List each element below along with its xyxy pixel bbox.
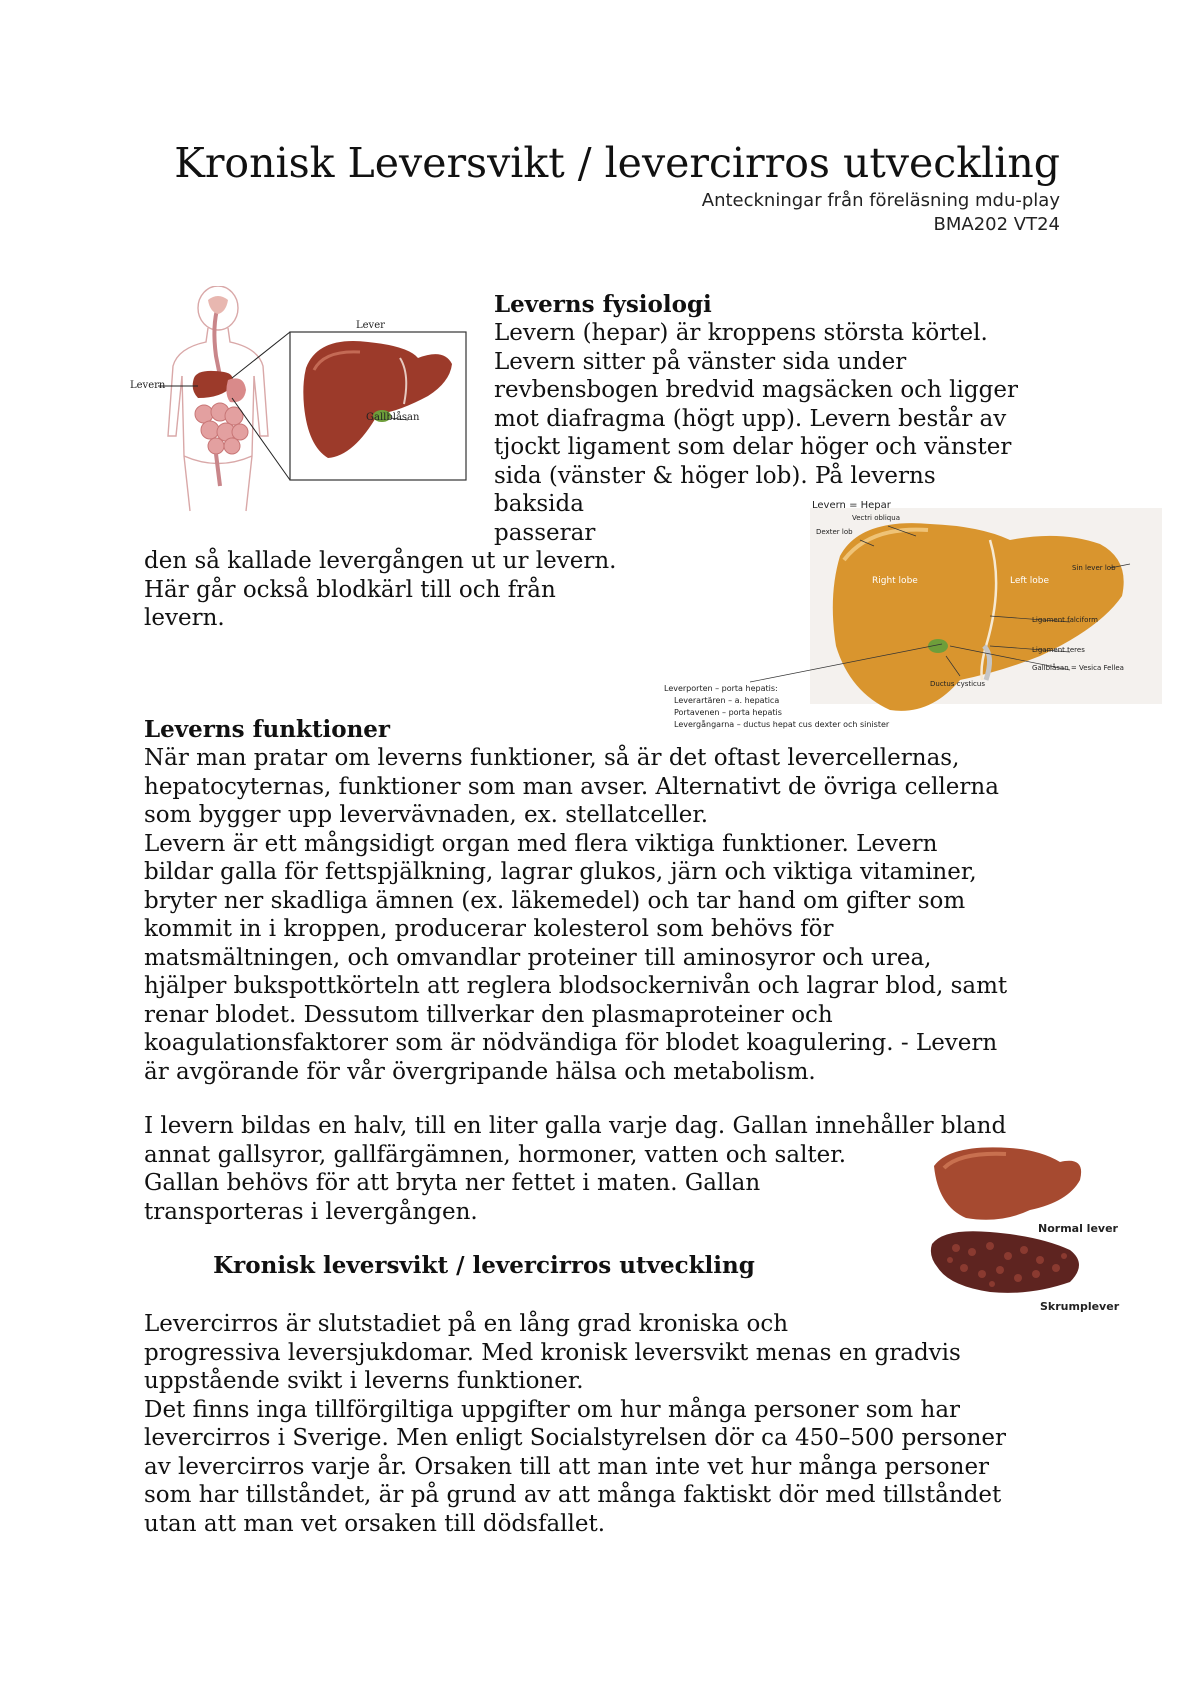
liver-anatomy-figure [660, 496, 1164, 742]
galla-line: transporteras i levergången. [144, 1198, 478, 1225]
fysiologi-line: tjockt ligament som delar höger och vänster [494, 434, 1012, 460]
fysiologi-line: baksida [494, 491, 584, 517]
anatomy-label: Sin lever lob [1072, 564, 1116, 572]
cirros-line: utan att man vet orsaken till dödsfallet. [144, 1510, 606, 1537]
galla-line: annat gallsyror, gallfärgämnen, hormoner, vatten och salter. [144, 1141, 847, 1168]
heading-fysiologi: Leverns fysiologi [494, 291, 712, 318]
funktioner-line: hjälper bukspottkörteln att reglera blodsockernivån och lagrar blod, samt [144, 973, 1008, 999]
fysiologi-line: mot diafragma (högt upp). Levern består av [494, 405, 1007, 432]
document-subtitle-notes: Anteckningar från föreläsning mdu-play [701, 190, 1060, 211]
label-normal-lever: Normal lever [1038, 1222, 1118, 1235]
cirros-line: som har tillståndet, är på grund av att många faktiskt dör med tillståndet [144, 1482, 1002, 1508]
anatomy-label: Ductus cysticus [930, 680, 985, 688]
label-levern: Levern [130, 380, 166, 391]
anatomy-caption: Leverartären – a. hepatica [674, 696, 780, 705]
funktioner-line: Levern är ett mångsidigt organ med flera viktiga funktioner. Levern [144, 830, 938, 857]
label-skrumplever: Skrumplever [1040, 1300, 1120, 1313]
funktioner-line: När man pratar om leverns funktioner, så är det oftast levercellernas, [144, 745, 960, 771]
anatomy-label: Gallblåsan = Vesica Fellea [1032, 664, 1124, 672]
cirros-line: uppstående svikt i leverns funktioner. [144, 1368, 584, 1394]
funktioner-line: som bygger upp levervävnaden, ex. stellatceller. [144, 802, 709, 828]
funktioner-line: bryter ner skadliga ämnen (ex. läkemedel) och tar hand om gifter som [144, 887, 966, 914]
anatomy-label: Left lobe [1010, 576, 1050, 586]
anatomy-label: Ligament falciform [1032, 616, 1098, 624]
body-liver-figure [128, 286, 478, 516]
anatomy-caption: Leverporten – porta hepatis: [664, 684, 778, 693]
cirros-line: levercirros i Sverige. Men enligt Socialstyrelsen dör ca 450–500 personer [144, 1425, 1007, 1451]
anatomy-label: Right lobe [872, 576, 918, 586]
fysiologi-line: levern. [144, 605, 225, 631]
anatomy-caption: Portavenen – porta hepatis [674, 708, 782, 717]
cirros-line: Levercirros är slutstadiet på en lång grad kroniska och [144, 1311, 789, 1337]
galla-line: I levern bildas en halv, till en liter galla varje dag. Gallan innehåller bland [144, 1113, 1007, 1139]
funktioner-line: matsmältningen, och omvandlar proteiner till aminosyror och urea, [144, 944, 932, 971]
funktioner-line: är avgörande för vår övergripande hälsa och metabolism. [144, 1058, 816, 1085]
cirros-line: av levercirros varje år. Orsaken till att man inte vet hur många personer [144, 1453, 990, 1480]
galla-line: Gallan behövs för att bryta ner fettet i maten. Gallan [144, 1170, 761, 1196]
fysiologi-line: Här går också blodkärl till och från [144, 576, 556, 603]
fysiologi-line: revbensbogen bredvid magsäcken och ligger [494, 377, 1018, 403]
cirros-line: Det finns inga tillförgiltiga uppgifter om hur många personer som har [144, 1396, 961, 1423]
anatomy-label: Ligament teres [1032, 646, 1085, 654]
anatomy-caption: Levergångarna – ductus hepat cus dexter och sinister [674, 720, 890, 729]
heading-cirros: Kronisk leversvikt / levercirros utveckling [213, 1252, 755, 1279]
body-liver-illustration [128, 286, 478, 516]
funktioner-line: hepatocyternas, funktioner som man avser. Alternativt de övriga cellerna [144, 773, 999, 800]
funktioner-line: kommit in i kroppen, producerar kolesterol som behövs för [144, 916, 834, 942]
funktioner-line: koagulationsfaktorer som är nödvändiga för blodet koagulering. - Levern [144, 1030, 998, 1056]
label-lever-top: Lever [356, 320, 385, 331]
anatomy-title: Levern = Hepar [812, 500, 891, 511]
heading-funktioner: Leverns funktioner [144, 716, 391, 743]
label-gallblasan: Gallblåsan [366, 412, 420, 423]
fysiologi-line: passerar [494, 519, 596, 546]
anatomy-label: Vectri obliqua [852, 514, 900, 522]
funktioner-line: renar blodet. Dessutom tillverkar den plasmaproteiner och [144, 1001, 833, 1028]
fysiologi-line: Levern (hepar) är kroppens största körtel. [494, 320, 988, 346]
fysiologi-line: sida (vänster & höger lob). På leverns [494, 462, 936, 489]
funktioner-line: bildar galla för fettspjälkning, lagrar glukos, järn och viktiga vitaminer, [144, 859, 977, 885]
fysiologi-line: den så kallade levergången ut ur levern. [144, 548, 617, 574]
liver-comparison-figure [920, 1140, 1160, 1313]
document-subtitle-course: BMA202 VT24 [933, 214, 1060, 235]
fysiologi-line: Levern sitter på vänster sida under [494, 348, 907, 375]
document-title: Kronisk Leversvikt / levercirros utveckling [174, 139, 1060, 187]
anatomy-label: Dexter lob [816, 528, 853, 536]
cirros-line: progressiva leversjukdomar. Med kronisk leversvikt menas en gradvis [144, 1339, 961, 1366]
